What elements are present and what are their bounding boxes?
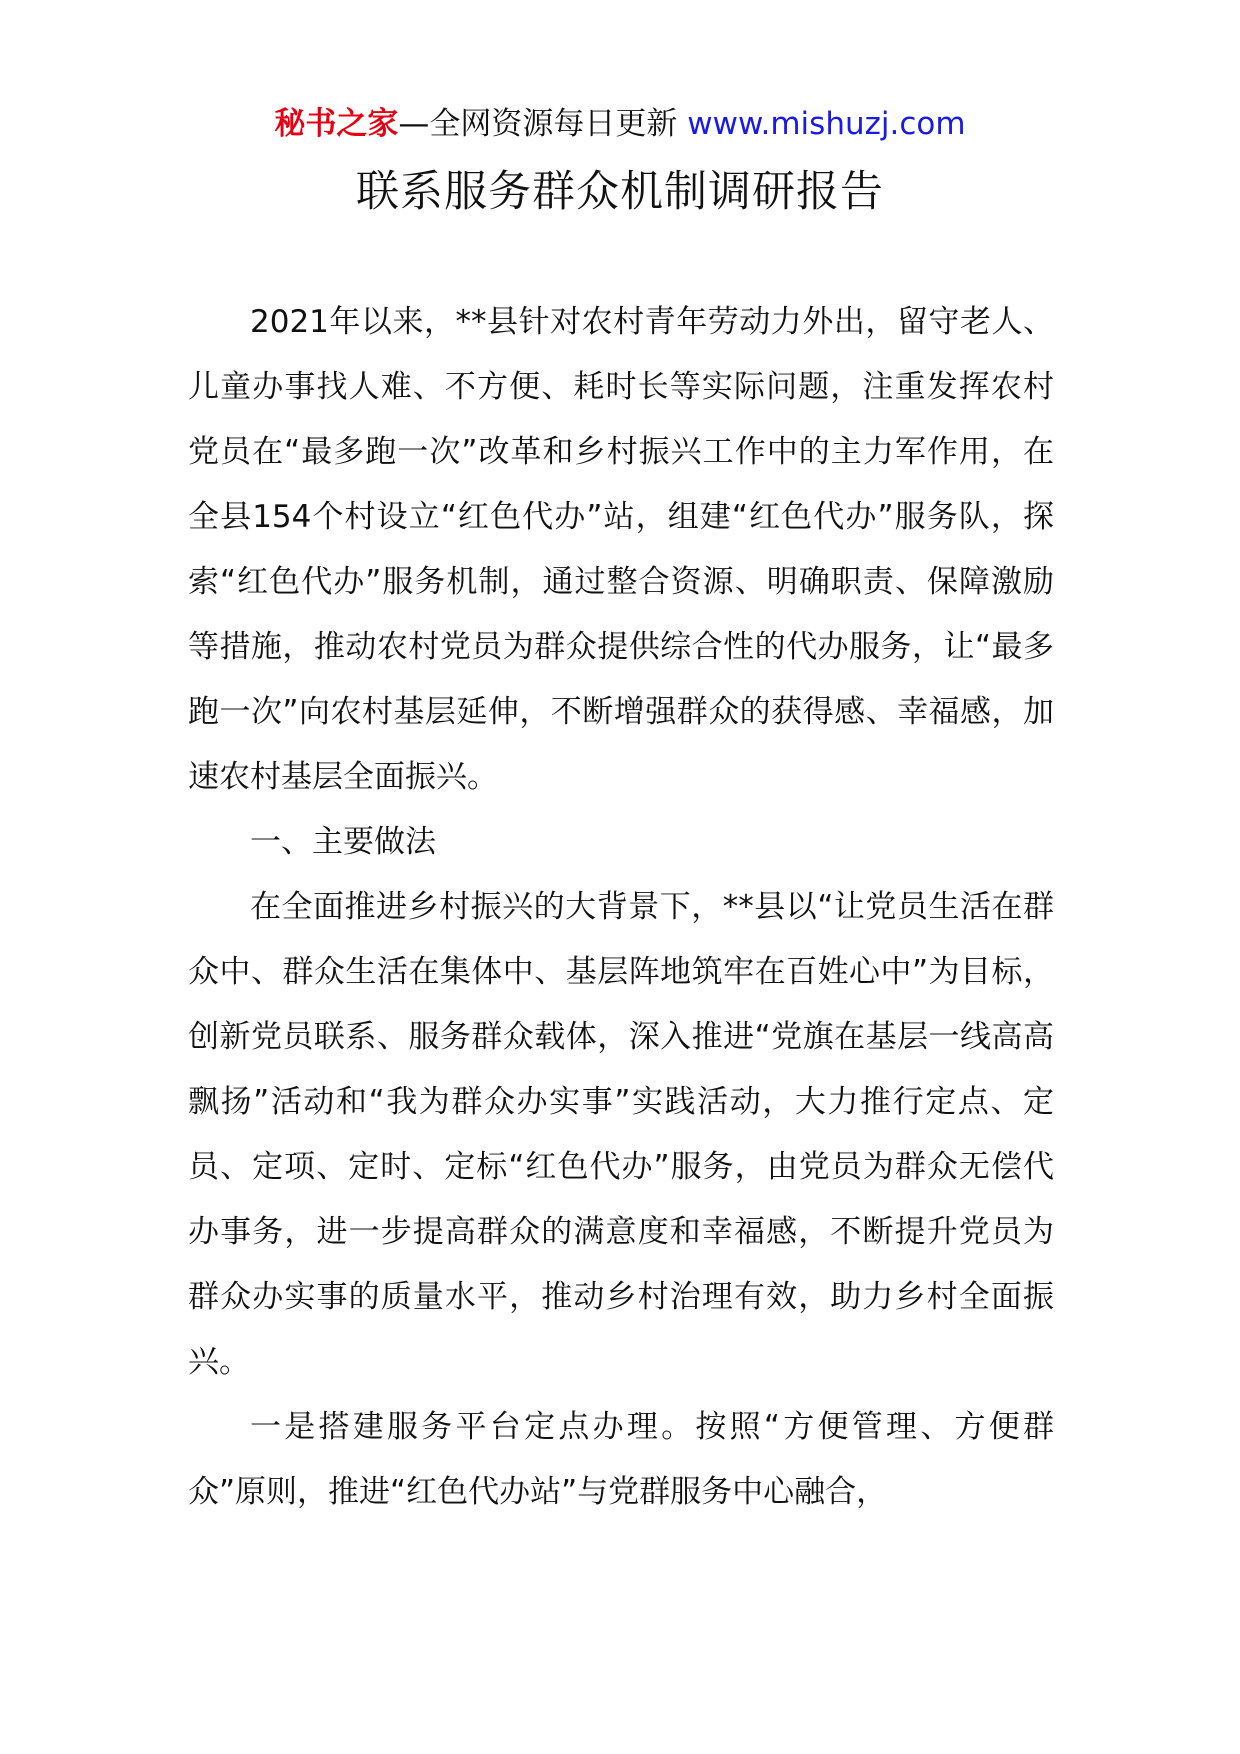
document-body (188, 290, 1054, 1525)
site-header (0, 104, 1240, 144)
site-url-link[interactable]: www.mishuzj.com (687, 106, 966, 142)
site-tagline: —全网资源每日更新 (398, 106, 688, 142)
section-heading-main-practices: 一、主要做法 (250, 824, 436, 860)
document-title: 联系服务群众机制调研报告 (356, 167, 884, 217)
site-brand: 秘书之家 (274, 106, 399, 142)
platform-paragraph: 一是搭建服务平台定点办理。按照“方便管理、方便群众”原则，推进“红色代办站”与党群服务中心融合， (188, 1409, 1054, 1510)
practices-paragraph: 在全面推进乡村振兴的大背景下，**县以“让党员生活在群众中、群众生活在集体中、基层阵地筑牢在百姓心中”为目标，创新党员联系、服务群众载体，深入推进“党旗在基层一线高高飘扬”活动和“我为群众办实事”实践活动，大力推行定点、定员、定项、定时、定标“红色代办”服务，由党员为群众无偿代办事务，进一步提高群众的满意度和幸福感，不断提升党员为群众办实事的质量水平，推动乡村治理有效，助力乡村全面振兴。 (188, 889, 1054, 1380)
intro-paragraph: 2021年以来，**县针对农村青年劳动力外出，留守老人、儿童办事找人难、不方便、耗时长等实际问题，注重发挥农村党员在“最多跑一次”改革和乡村振兴工作中的主力军作用，在全县154个村设立“红色代办”站，组建“红色代办”服务队，探索“红色代办”服务机制，通过整合资源、明确职责、保障激励等措施，推动农村党员为群众提供综合性的代办服务，让“最多跑一次”向农村基层延伸，不断增强群众的获得感、幸福感，加速农村基层全面振兴。 (188, 304, 1054, 795)
